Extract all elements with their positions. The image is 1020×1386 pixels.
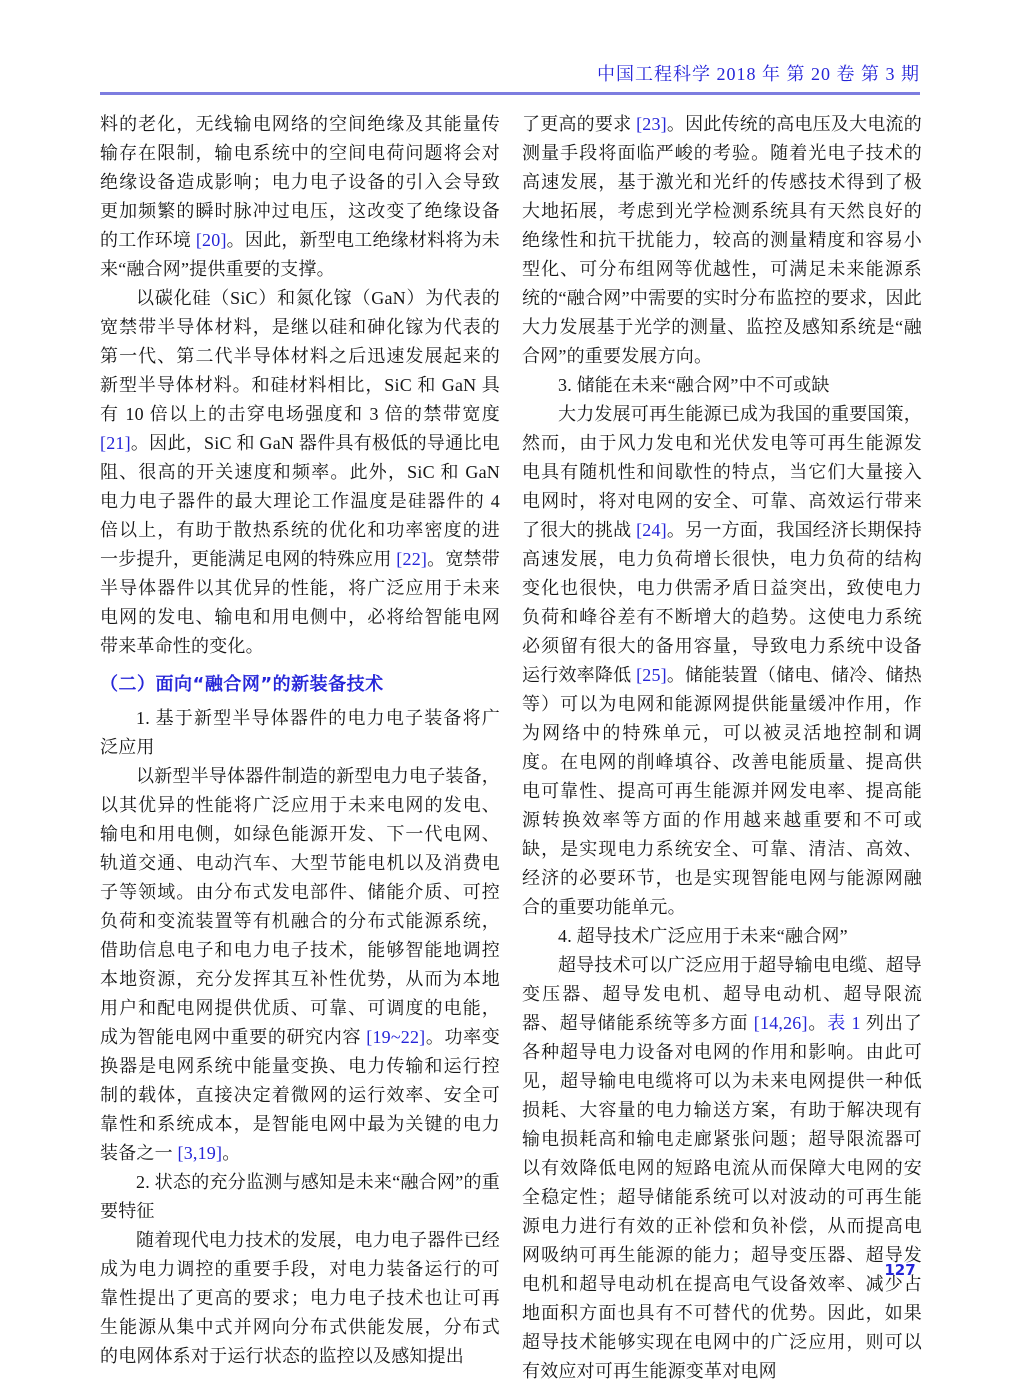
text-run: 1. 基于新型半导体器件的电力电子装备将广泛应用 bbox=[100, 708, 500, 757]
citation-21[interactable]: [21] bbox=[100, 433, 131, 453]
citation-25[interactable]: [25] bbox=[636, 665, 667, 685]
subsection-title-4 bbox=[522, 922, 922, 951]
journal-header: 中国工程科学 2018 年 第 20 卷 第 3 期 bbox=[597, 64, 920, 84]
citation-14-26[interactable]: [14,26] bbox=[753, 1013, 808, 1033]
paragraph-power-electronics bbox=[100, 762, 500, 1168]
text-run: 。功率变换器是电网系统中能量变换、电力传输和运行控制的载体，直接决定着微网的运行效率、安全可靠性和系统成本，是智能电网中最为关键的电力装备之一 bbox=[100, 1027, 500, 1163]
text-run: 。 bbox=[807, 1013, 828, 1033]
citation-22[interactable]: [22] bbox=[396, 549, 428, 569]
header-rule bbox=[100, 92, 920, 95]
text-run: 2. 状态的充分监测与感知是未来“融合网”的重要特征 bbox=[100, 1172, 500, 1221]
paragraph-energy-storage bbox=[522, 400, 922, 922]
text-run: 料的老化，无线输电网络的空间绝缘及其能量传输存在限制，输电系统中的空间电荷问题将会对绝缘设备造成影响；电力电子设备的引入会导致更加频繁的瞬时脉冲过电压，这改变了绝缘设备的工作环境 bbox=[100, 114, 500, 250]
citation-24[interactable]: [24] bbox=[636, 520, 667, 540]
text-run: 。另一方面，我国经济长期保持高速发展，电力负荷增长很快，电力负荷的结构变化也很快，电力供需矛盾日益突出，致使电力负荷和峰谷差有不断增大的趋势。这使电力系统必须留有很大的备用容量，导致电力系统中设备运行效率降低 bbox=[522, 520, 922, 685]
subsection-title-3 bbox=[522, 371, 922, 400]
text-run: 列出了各种超导电力设备对电网的作用和影响。由此可见，超导输电电缆将可以为未来电网提供一种低损耗、大容量的电力输送方案，有助于解决现有输电损耗高和输电走廊紧张问题；超导限流器可以有效降低电网的短路电流从而保障大电网的安全稳定性；超导储能系统可以对波动的可再生能源电力进行有效的正补偿和负补偿，从而提高电网吸纳可再生能源的能力；超导变压器、超导发电机和超导电动机在提高电气设备效率、减少占地面积方面也具有不可替代的优势。因此，如果超导技术能够实现在电网中的广泛应用，则可以有效应对可再生能源变革对电网 bbox=[522, 1013, 922, 1381]
left-column bbox=[100, 110, 500, 1371]
text-run: 4. 超导技术广泛应用于未来“融合网” bbox=[558, 926, 848, 946]
paragraph-wide-bandgap bbox=[100, 284, 500, 661]
text-run: （二）面向“融合网”的新装备技术 bbox=[100, 674, 384, 695]
subsection-title-2 bbox=[100, 1168, 500, 1226]
table-1-link[interactable]: 表 1 bbox=[827, 1013, 861, 1033]
paragraph-optical-sensing bbox=[522, 110, 922, 371]
text-run: 了更高的要求 bbox=[522, 114, 637, 134]
citation-20[interactable]: [20] bbox=[195, 230, 227, 250]
text-run: 。因此，SiC 和 GaN 器件具有极低的导通比电阻、很高的开关速度和频率。此外，SiC 和 GaN 电力电子器件的最大理论工作温度是硅器件的 4 倍以上，有助于散热系统的优化和功率密度的进一步提升，更能满足电网的特殊应用 bbox=[100, 433, 500, 569]
text-run: 。宽禁带半导体器件以其优异的性能，将广泛应用于未来电网的发电、输电和用电侧中，必将给智能电网带来革命性的变化。 bbox=[100, 549, 500, 656]
citation-23[interactable]: [23] bbox=[636, 114, 667, 134]
citation-19-22[interactable]: [19~22] bbox=[366, 1027, 426, 1047]
text-run: 。储能装置（储电、储冷、储热等）可以为电网和能源网提供能量缓冲作用，作为网络中的特殊单元，可以被灵活地控制和调度。在电网的削峰填谷、改善电能质量、提高供电可靠性、提高可再生能源并网发电率、提高能源转换效率等方面的作用越来越重要和不可或缺，是实现电力系统安全、可靠、清洁、高效、经济的必要环节，也是实现智能电网与能源网融合的重要功能单元。 bbox=[522, 665, 922, 917]
paragraph-monitoring bbox=[100, 1226, 500, 1371]
paragraph-superconducting bbox=[522, 951, 922, 1386]
text-run: 。因此，新型电工绝缘材料将为未来“融合网”提供重要的支撑。 bbox=[100, 230, 500, 279]
text-run: 以碳化硅（SiC）和氮化镓（GaN）为代表的宽禁带半导体材料，是继以硅和砷化镓为代表的第一代、第二代半导体材料之后迅速发展起来的新型半导体材料。和硅材料相比，SiC 和 GaN 具有 10 倍以上的击穿电场强度和 3 倍的禁带宽度 bbox=[100, 288, 500, 424]
right-column bbox=[522, 110, 922, 1386]
text-run: 3. 储能在未来“融合网”中不可或缺 bbox=[558, 375, 830, 395]
citation-3-19[interactable]: [3,19] bbox=[177, 1143, 223, 1163]
section-heading-2 bbox=[100, 670, 500, 699]
text-run: 。因此传统的高电压及大电流的测量手段将面临严峻的考验。随着光电子技术的高速发展，基于激光和光纤的传感技术得到了极大地拓展，考虑到光学检测系统具有天然良好的绝缘性和抗干扰能力，较高的测量精度和容易小型化、可分布组网等优越性，可满足未来能源系统的“融合网”中需要的实时分布监控的要求，因此大力发展基于光学的测量、监控及感知系统是“融合网”的重要发展方向。 bbox=[522, 114, 922, 366]
text-run: 超导技术可以广泛应用于超导输电电缆、超导变压器、超导发电机、超导电动机、超导限流器、超导储能系统等多方面 bbox=[522, 955, 922, 1033]
subsection-title-1 bbox=[100, 704, 500, 762]
text-run: 以新型半导体器件制造的新型电力电子装备，以其优异的性能将广泛应用于未来电网的发电、输电和用电侧，如绿色能源开发、下一代电网、轨道交通、电动汽车、大型节能电机以及消费电子等领域。由分布式发电部件、储能介质、可控负荷和变流装置等有机融合的分布式能源系统，借助信息电子和电力电子技术，能够智能地调控本地资源，充分发挥其互补性优势，从而为本地用户和配电网提供优质、可靠、可调度的电能，成为智能电网中重要的研究内容 bbox=[100, 766, 500, 1047]
page-number: 127 bbox=[884, 1261, 916, 1279]
text-run: 大力发展可再生能源已成为我国的重要国策，然而，由于风力发电和光伏发电等可再生能源发电具有随机性和间歇性的特点，当它们大量接入电网时，将对电网的安全、可靠、高效运行带来了很大的挑战 bbox=[522, 404, 922, 540]
text-run: 随着现代电力技术的发展，电力电子器件已经成为电力调控的重要手段，对电力装备运行的可靠性提出了更高的要求；电力电子技术也让可再生能源从集中式并网向分布式供能发展，分布式的电网体系对于运行状态的监控以及感知提出 bbox=[100, 1230, 500, 1366]
text-run: 。 bbox=[222, 1143, 241, 1163]
paragraph-continuation bbox=[100, 110, 500, 284]
